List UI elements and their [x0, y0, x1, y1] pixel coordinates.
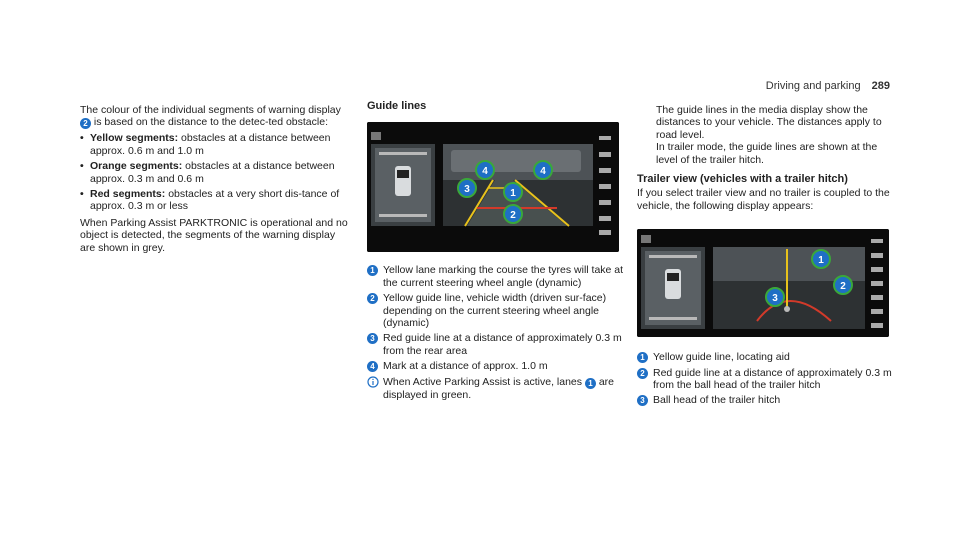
guide-lines-legend — [367, 264, 629, 372]
outro-paragraph: When Parking Assist PARKTRONIC is operational and no object is detected, the segments of the warning display are shown in grey. — [80, 216, 348, 254]
camera-display-image — [367, 122, 619, 252]
column-guide-lines — [367, 100, 629, 401]
list-item: 4 Mark at a distance of approx. 1.0 m — [367, 360, 629, 372]
svg-text:1: 1 — [818, 255, 824, 267]
svg-text:4: 4 — [482, 166, 488, 178]
svg-text:1: 1 — [510, 188, 516, 200]
info-icon — [367, 376, 379, 388]
page-header — [766, 80, 890, 92]
intro-paragraph: The guide lines in the media display show the distances to your vehicle. The distances apply to road level. In trailer mode, the guide lines are shown at the level of the trailer hitch. — [656, 104, 882, 166]
list-item: 1 Yellow lane marking the course the tyres will take at the current steering wheel angle (dynamic) — [367, 264, 629, 289]
svg-text:3: 3 — [464, 184, 470, 196]
trailer-view-legend — [637, 351, 895, 407]
list-item: • Orange segments: obstacles at a distance between approx. 0.3 m and 0.6 m — [80, 160, 352, 185]
guide-lines-heading: Guide lines — [367, 100, 427, 112]
list-item: • Red segments: obstacles at a very short dis-tance of approx. 0.3 m or less — [80, 188, 352, 213]
list-item: 2 Yellow guide line, vehicle width (driven sur-face) depending on the current steering wheel angle (dynamic) — [367, 292, 629, 329]
trailer-display-image — [637, 229, 889, 337]
intro-paragraph: The colour of the individual segments of warning display 2 is based on the distance to the detec-ted obstacle: — [80, 104, 341, 129]
reference-marker: 2 — [80, 118, 91, 129]
svg-text:4: 4 — [540, 166, 546, 178]
reference-marker: 1 — [585, 378, 596, 389]
column-warning-segments — [80, 104, 352, 257]
list-item: 3 Red guide line at a distance of approximately 0.3 m from the rear area — [367, 332, 629, 357]
svg-text:2: 2 — [840, 281, 846, 293]
svg-text:2: 2 — [510, 210, 516, 222]
section-title: Driving and parking — [765, 80, 861, 92]
list-item: 1 Yellow guide line, locating aid — [637, 351, 895, 363]
list-item: • Yellow segments: obstacles at a distance between approx. 0.6 m and 1.0 m — [80, 132, 352, 157]
list-item: 2 Red guide line at a distance of approximately 0.3 m from the ball head of the trailer hitch — [637, 367, 895, 392]
info-note: When Active Parking Assist is active, lanes 1 are displayed in green. — [367, 376, 629, 401]
svg-text:3: 3 — [772, 293, 778, 305]
page-number: 289 — [871, 80, 890, 92]
segment-color-list — [80, 132, 352, 212]
list-item: 3 Ball head of the trailer hitch — [637, 394, 895, 406]
trailer-view-heading: Trailer view (vehicles with a trailer hitch) — [637, 173, 848, 186]
column-trailer-view — [637, 104, 895, 410]
trailer-paragraph: If you select trailer view and no trailer is coupled to the vehicle, the following display appears: — [637, 187, 890, 212]
